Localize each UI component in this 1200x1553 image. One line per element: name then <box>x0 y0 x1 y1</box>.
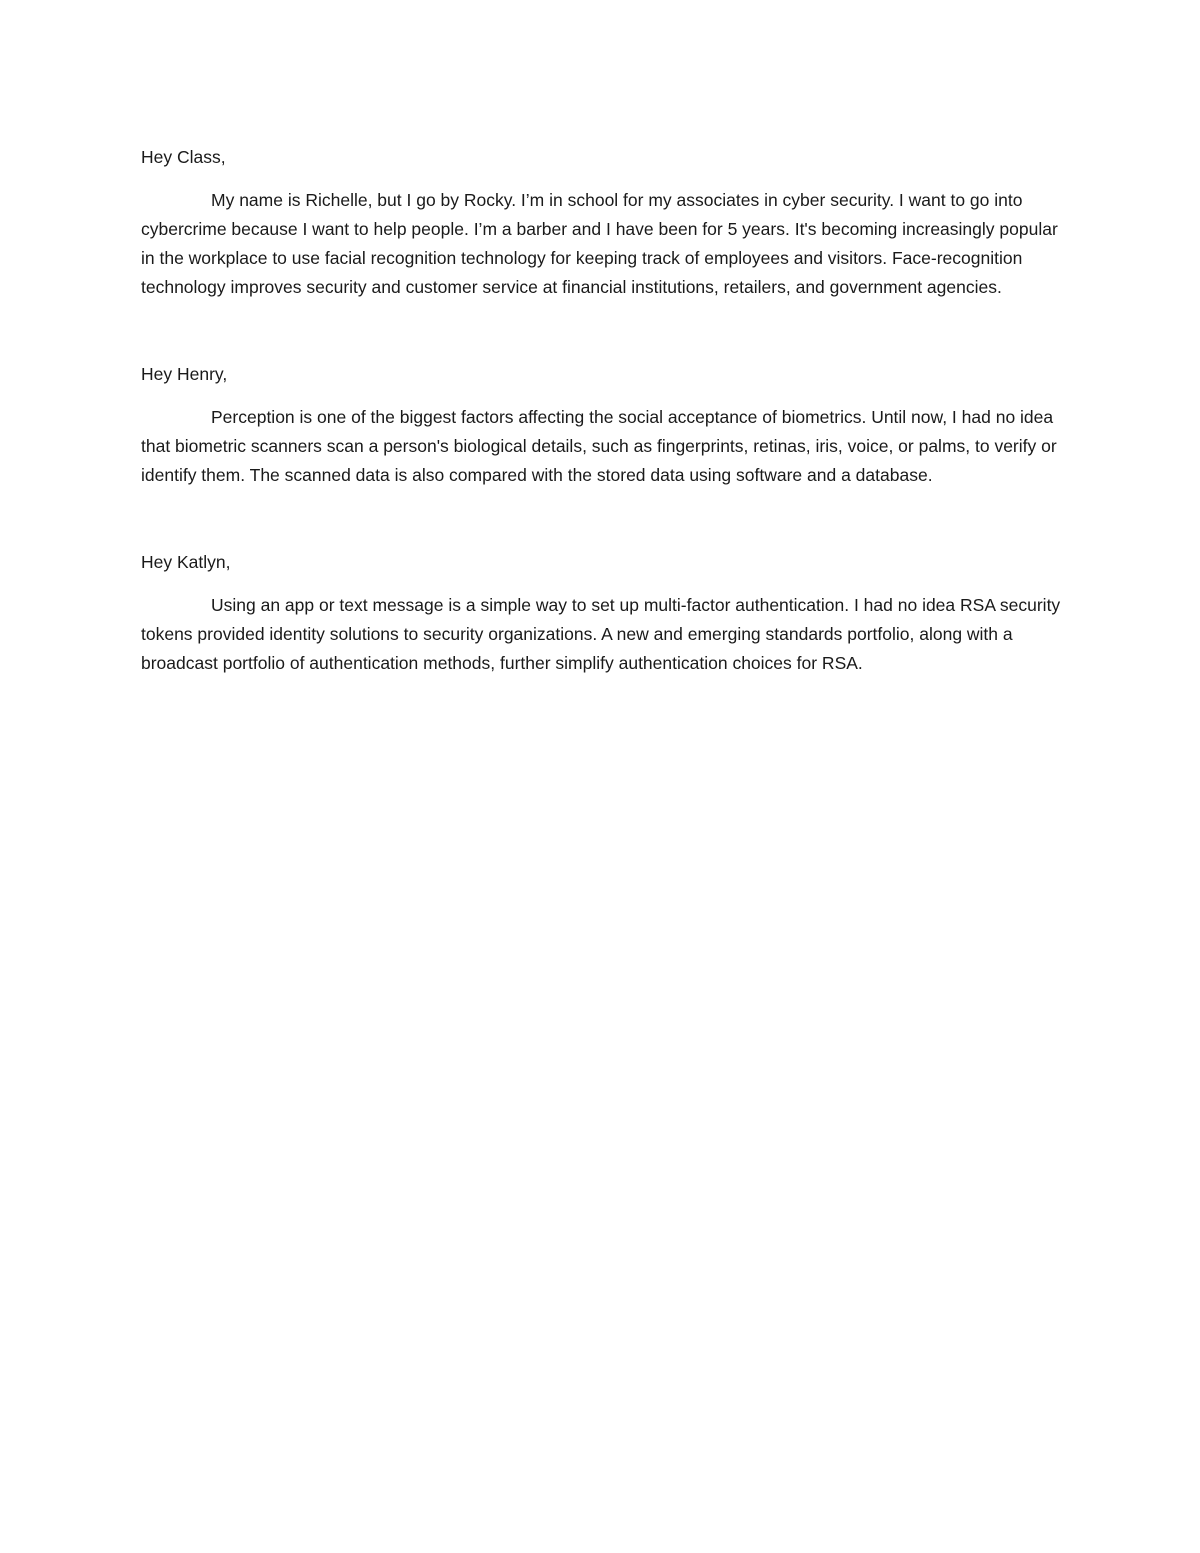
paragraph-katlyn: Using an app or text message is a simple way to set up multi-factor authentication. I had no idea RSA security tokens provided identity solutions to security organizations. A new and emerging standards portfolio, along with a broadcast portfolio of authentication methods, further simplify authentication choices for RSA. <box>141 595 1061 673</box>
greeting-class: Hey Class, <box>141 147 226 167</box>
paragraph-henry: Perception is one of the biggest factors affecting the social acceptance of biometrics. Until now, I had no idea that biometric scanners scan a person's biological details, such as fingerprints, retinas, iris, voice, or palms, to verify or identify them. The scanned data is also compared with the stored data using software and a database. <box>141 407 1057 485</box>
reply-section-class <box>141 143 1061 302</box>
reply-section-henry <box>141 360 1061 490</box>
document-body <box>141 143 1061 678</box>
greeting-katlyn: Hey Katlyn, <box>141 552 231 572</box>
reply-section-katlyn <box>141 548 1061 678</box>
paragraph-class: My name is Richelle, but I go by Rocky. I’m in school for my associates in cyber security. I want to go into cybercrime because I want to help people. I’m a barber and I have been for 5 years. It's becoming increasingly popular in the workplace to use facial recognition technology for keeping track of employees and visitors. Face-recognition technology improves security and customer service at financial institutions, retailers, and government agencies. <box>141 190 1058 297</box>
greeting-henry: Hey Henry, <box>141 364 228 384</box>
